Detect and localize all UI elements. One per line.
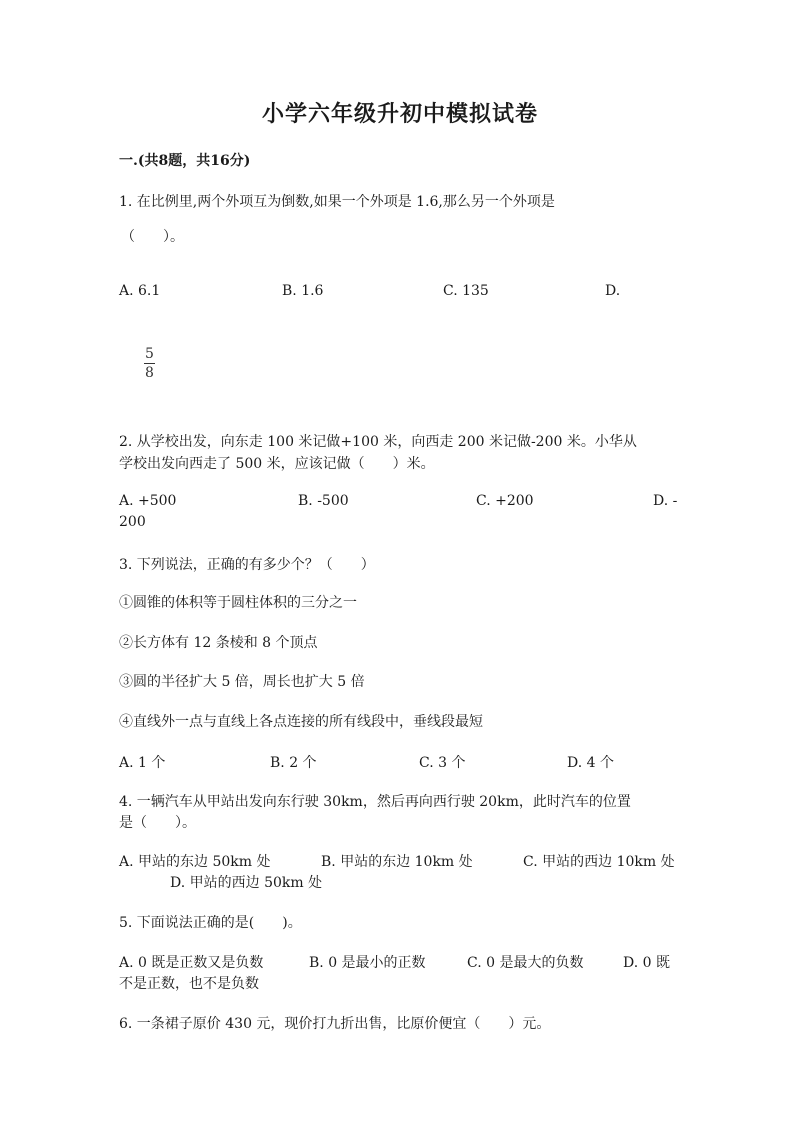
- question-1-text: 1. 在比例里,两个外项互为倒数,如果一个外项是 1.6,那么另一个外项是: [119, 194, 555, 210]
- question-3-option-d: D. 4 个: [567, 755, 614, 771]
- fraction-denominator: 8: [145, 365, 154, 381]
- question-4-option-a: A. 甲站的东边 50km 处: [119, 854, 271, 870]
- question-4-option-b: B. 甲站的东边 10km 处: [321, 854, 473, 870]
- question-2-option-d: D. -: [653, 493, 678, 509]
- question-3-statement-1: ①圆锥的体积等于圆柱体积的三分之一: [119, 595, 357, 611]
- question-5-option-d: D. 0 既: [623, 955, 670, 971]
- question-3-statement-3: ③圆的半径扩大 5 倍，周长也扩大 5 倍: [119, 674, 365, 690]
- question-2-option-b: B. -500: [298, 493, 349, 509]
- question-4-text: 4. 一辆汽车从甲站出发向东行驶 30km，然后再向西行驶 20km，此时汽车的位置: [119, 794, 631, 810]
- section-heading: 一.(共8题，共16分): [119, 153, 251, 169]
- question-3-option-b: B. 2 个: [270, 755, 317, 771]
- question-1-option-b: B. 1.6: [282, 283, 324, 299]
- question-2-text: 2. 从学校出发，向东走 100 米记做+100 米，向西走 200 米记做-200 米。小华从: [119, 434, 637, 450]
- question-2-option-c: C. +200: [476, 493, 534, 509]
- question-5-option-d-cont: 不是正数，也不是负数: [119, 976, 259, 992]
- question-2-text-cont: 学校出发向西走了 500 米，应该记做（ ）米。: [119, 456, 435, 472]
- question-3-statement-4: ④直线外一点与直线上各点连接的所有线段中，垂线段最短: [119, 714, 483, 730]
- question-4-option-d: D. 甲站的西边 50km 处: [170, 875, 323, 891]
- question-1-option-d: D.: [605, 283, 621, 299]
- question-4-option-c: C. 甲站的西边 10km 处: [523, 854, 675, 870]
- question-1-text-cont: （ ）。: [121, 229, 184, 245]
- question-5-option-a: A. 0 既是正数又是负数: [119, 955, 264, 971]
- question-3-text: 3. 下列说法，正确的有多少个？（ ）: [119, 557, 375, 573]
- question-1-option-c: C. 135: [443, 283, 489, 299]
- question-6-text: 6. 一条裙子原价 430 元，现价打九折出售，比原价便宜（ ）元。: [119, 1016, 551, 1032]
- question-4-text-cont: 是（ ）。: [119, 815, 196, 831]
- fraction-bar: [144, 363, 155, 364]
- question-2-option-d-cont: 200: [119, 514, 146, 530]
- page-title: 小学六年级升初中模拟试卷: [261, 101, 538, 127]
- fraction-numerator: 5: [145, 346, 154, 362]
- question-3-option-a: A. 1 个: [119, 755, 166, 771]
- question-1-option-a: A. 6.1: [119, 283, 161, 299]
- question-5-option-c: C. 0 是最大的负数: [467, 955, 584, 971]
- question-5-option-b: B. 0 是最小的正数: [309, 955, 426, 971]
- question-2-option-a: A. +500: [119, 493, 177, 509]
- question-3-option-c: C. 3 个: [419, 755, 466, 771]
- fraction-five-eighths: [144, 346, 155, 381]
- question-5-text: 5. 下面说法正确的是( )。: [119, 915, 302, 931]
- question-3-statement-2: ②长方体有 12 条棱和 8 个顶点: [119, 635, 318, 651]
